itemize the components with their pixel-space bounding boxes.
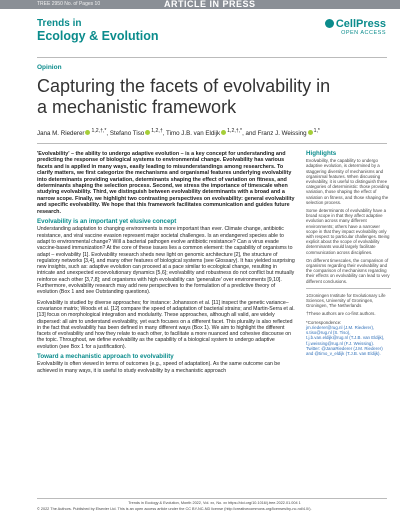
sidebar-column <box>306 151 391 356</box>
top-bar <box>0 0 400 9</box>
abstract: 'Evolvability' – the ability to undergo adaptive evolution – is a key concept for understanding and predicting the response of biological systems to environmental change. Evolvability has various facets and is applied in many ways, easily leading to misunderstandings among researchers. To clarify matters, we first categorize the mechanisms and organismal features underlying evolvability into determinants providing variation, determinants shaping the effect of variation on fitness, and determinants shaping the selection process. Second, we stress the importance of timescale when studying evolvability. Third, we distinguish between evolvability determinants with a broad and a narrow scope. Finally, we highlight two contrasting perspectives on evolvability: general evolvability and specific evolvability. We hope that this framework facilitates communication and guides future research. <box>37 151 295 215</box>
author-affiliation-marks: 1,2,†,* <box>227 128 243 134</box>
orcid-icon[interactable] <box>85 130 90 135</box>
header-divider <box>37 57 387 58</box>
article-in-press-banner: ARTICLE IN PRESS <box>164 0 256 9</box>
author-name: Stefano Tiso <box>109 130 145 138</box>
article-title: Capturing the facets of evolvability in a mechanistic framework <box>37 76 331 117</box>
author-list: Jana M. Riederer $^{1,2,\dagger,*}$, Stefano Tiso $^{1,2,\dagger}$, Timo J.B. van Eldijk $^{1,2,\dagger,*}$, and Franz J. Weissing $^{1,*}$ <box>37 128 320 138</box>
citation-line: Trends in Ecology & Evolution, Month 2022, Vol. xx, No. xx https://doi.org/10.1016/j.tree.2022.01.004 1 <box>128 501 301 505</box>
body-paragraph: Evolvability is studied by diverse approaches; for instance: Johansson et al. [11] inspect the genetic variance–covariance matrix; Woods et al. [12] compare the speed of adaptation of bacterial strains; and Martin-Serra et al. [13] focus on morphological integration and modularity. These approaches, although all valid, are widely dispersed: all aim to understand evolvability, yet each focuses on a different facet. This plurality is also reflected in the fact that evolvability has been defined in many different ways (Box 1). We aim to highlight the different facets of evolvability and how they relate to each other, to facilitate a more nuanced and cohesive discourse on the topic. Throughout, we define evolvability as the capability of a biological system to undergo adaptive evolution (see Box 1 for a justification). <box>37 299 295 350</box>
footer-divider <box>37 498 387 499</box>
email-link[interactable]: f.j.weissing@rug.nl (F.J. Weissing). <box>306 340 375 346</box>
twitter-link[interactable]: Twitter: @JanaRiederer (J.M. Riederer) <box>306 345 383 351</box>
author-divider <box>37 143 387 144</box>
body-paragraph: Evolvability is often viewed in terms of outcomes (e.g., speed of adaptation). As the same outcome can be achieved in many ways, it is useful to study evolvability by a mechanistic approach <box>37 361 281 374</box>
author-affiliation-marks: 1,2,† <box>151 128 163 134</box>
highlight-item: Evolvability, the capability to undergo adaptive evolution, is determined by a staggering diversity of mechanisms and organismal features. When discussing evolvability, it is useful to distinguish three categories of deterministic: those providing variation, those shaping the effect of variation on fitness, and those shaping the selection process. <box>306 158 390 205</box>
author-affiliation-marks: 1,* <box>313 128 320 134</box>
body-paragraph: Understanding adaptation to changing environments is more important than ever. Climate change, antibiotic resistance, and viral vaccine evasion represent major societal challenges. Is an endangered species able to adapt to environmental change? Will a bacterial pathogen evolve antibiotic resistance? Can a virus evade vaccine-based immunization? At the core of these issues lies a common element: the capability of organisms to adapt – evolvability [1]. Evolvability research sheds new light on genomic architecture [2], the structure of regulatory networks [3,4], and many other features of biological systems (see Glossary). It has yielded surprising new insights, such as: adaptive evolution can proceed at a pace similar to ecological change, resulting in intricate and unexpected ecoevolutionary dynamics [5,6]; evolvability and robustness do not conflict but mutually reinforce each other [3,7,8]; and organisms with high evolvability can 'generalize' over environments [9,10]. Furthermore, evolvability research may add new perspectives to the formulation of a predictive theory of evolution (Box 1 and see Outstanding questions). <box>37 226 295 296</box>
publisher-name: CellPress <box>335 18 386 30</box>
sidebar-divider <box>306 288 391 289</box>
correspondence-title: *Correspondence: <box>306 319 342 325</box>
highlights-title: Highlights <box>306 150 337 157</box>
author-affiliation-marks: 1,2,†,* <box>91 128 107 134</box>
open-access-label: OPEN ACCESS <box>341 30 386 36</box>
license-line: © 2022 The Authors. Published by Elsevier Ltd. This is an open access article under the CC BY-NC-ND license (http://creativecommons.org/licenses/by-nc-nd/4.0/). <box>37 506 312 511</box>
highlight-item: On different timescales, the comparison of organisms regarding their evolvability and the comparison of mechanisms regarding their effects on evolvability can lead to very different conclusions. <box>306 257 390 284</box>
email-link[interactable]: jm.riederer@rug.nl (J.M. Riederer), <box>306 324 375 330</box>
author-name: Timo J.B. van Eldijk <box>166 130 221 138</box>
author-name: Jana M. Riederer <box>37 130 85 138</box>
affiliation: 1Groningen Institute for Evolutionary Life Sciences, University of Groningen, Groningen, The Netherlands <box>306 292 386 309</box>
orcid-icon[interactable] <box>308 130 313 135</box>
page-footer <box>37 501 392 511</box>
highlight-item: Some determinants of evolvability have a broad scope in that they affect adaptive evolution across many different environments; others have a narrower scope in that they impact evolvability only with respect to particular challenges. Being explicit about the scope of evolvability determinants would largely facilitate communication across disciplines. <box>306 208 390 255</box>
journal-name <box>37 17 159 43</box>
section-heading: Evolvability is an important yet elusive concept <box>37 218 177 226</box>
journal-name-line1: Trends in <box>37 18 82 29</box>
email-link[interactable]: s.tiso@rug.nl (S. Tiso), <box>306 330 351 336</box>
orcid-icon[interactable] <box>221 130 226 135</box>
cellpress-logo-icon <box>325 19 334 28</box>
journal-name-line2: Ecology & Evolution <box>37 29 159 43</box>
main-text-column <box>37 151 295 378</box>
section-label: Opinion <box>37 64 62 71</box>
correspondence <box>306 320 391 356</box>
section-heading: Toward a mechanistic approach to evolvability <box>37 353 174 360</box>
orcid-icon[interactable] <box>145 130 150 135</box>
article-reference: TREE 2950 No. of Pages 10 <box>37 1 101 7</box>
author-name: Franz J. Weissing <box>257 130 307 138</box>
co-first-author-note: †These authors are co-first authors. <box>306 311 376 317</box>
twitter-link[interactable]: and @timo_v_eldijk (T.J.B. van Eldijk). <box>306 350 381 356</box>
publisher-logo <box>325 18 386 36</box>
email-link[interactable]: t.j.b.van.eldijk@rug.nl (T.J.B. van Eldijk), <box>306 335 385 341</box>
